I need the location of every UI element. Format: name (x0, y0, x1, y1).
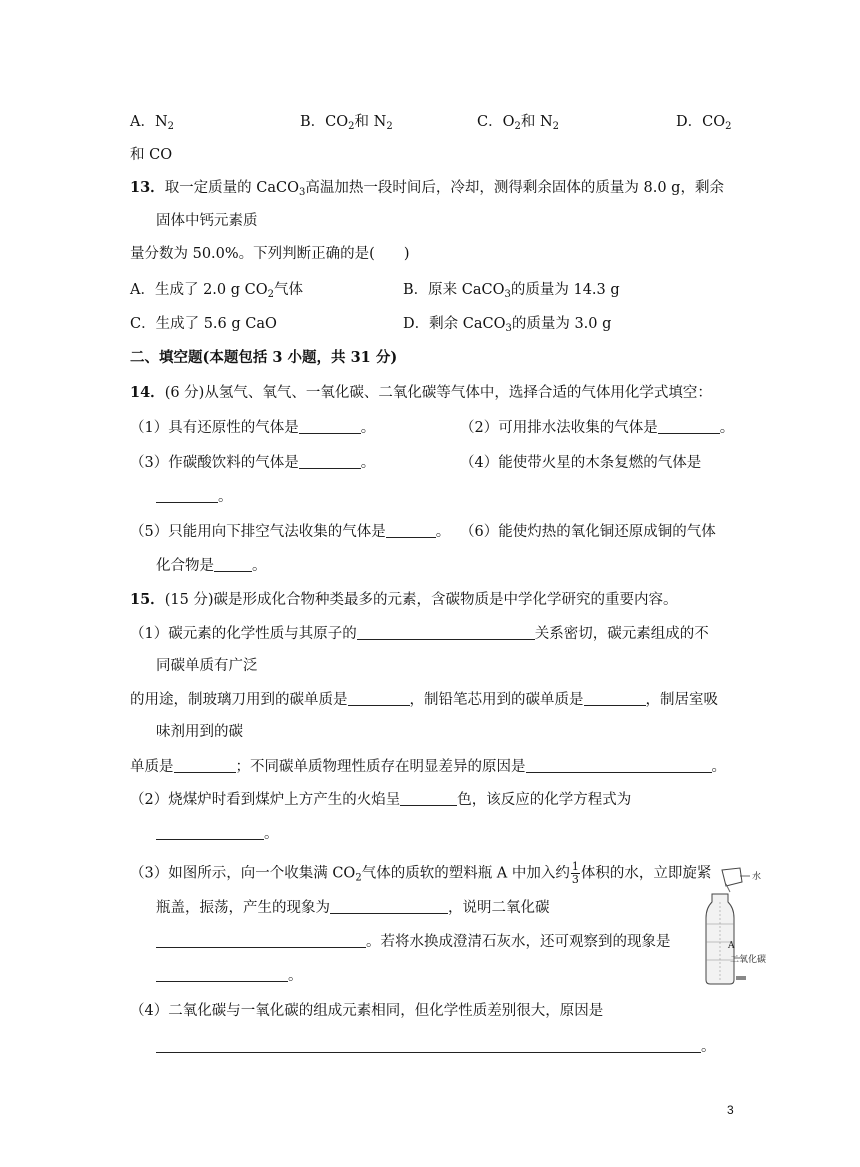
q14-stem: 14．(6 分)从氢气、氧气、一氧化碳、二氧化碳等气体中，选择合适的气体用化学式填空： (130, 384, 712, 401)
q14-part-6-cont: 化合物是 。 (156, 558, 267, 574)
q15-part-3-line2: 瓶盖，振荡，产生的现象为 ，说明二氧化碳 (156, 900, 550, 916)
q15-part-3-line4: 。 (156, 966, 303, 986)
q15-part-1-line3: 味剂用到的碳 (156, 724, 243, 740)
q14-part-4: （4）能使带火星的木条复燃的气体是 (460, 455, 702, 471)
q15-part-4-blank: 。 (156, 1037, 716, 1057)
q13-option-b: B．原来 CaCO$_3$的质量为 14.3 g (403, 282, 620, 300)
q14-part-6: （6）能使灼热的氧化铜还原成铜的气体 (460, 524, 716, 540)
q14-part-4-blank: 。 (156, 487, 233, 507)
q15-part-2: （2）烧煤炉时看到煤炉上方产生的火焰呈 色，该反应的化学方程式为 (130, 792, 632, 808)
one-third-fraction: $\frac{1}{3}$ (571, 860, 579, 886)
q13-stem: 13．取一定质量的 CaCO$_3$高温加热一段时间后，冷却，测得剩余固体的质量为 8.0 g，剩余 (130, 179, 724, 198)
label-water: 水 (752, 872, 762, 882)
q14-part-5: （5）只能用向下排空气法收集的气体是 。 (130, 524, 451, 540)
q12-option-d: D．$CO_2$ (676, 114, 732, 132)
label-co2: 二氧化碳 (730, 955, 767, 965)
q13-option-c: C．生成了 5.6 g CaO (130, 316, 277, 332)
q15-part-3-line3: 。若将水换成澄清石灰水，还可观察到的现象是 (156, 932, 671, 952)
q15-part-3: （3）如图所示，向一个收集满 $CO_2$气体的质软的塑料瓶 A 中加入约 $\frac{1}{3}$ 体积的水，立即旋紧 (130, 860, 712, 886)
q12-option-b: B．$CO_2$和 $N_2$ (300, 114, 393, 132)
q15-stem: 15．(15 分)碳是形成化合物种类最多的元素，含碳物质是中学化学研究的重要内容。 (130, 591, 678, 608)
q15-part-1: （1）碳元素的化学性质与其原子的 关系密切，碳元素组成的不 (130, 626, 709, 642)
q14-part-1: （1）具有还原性的气体是 。 (130, 420, 376, 436)
q15-part-4: （4）二氧化碳与一氧化碳的组成元素相同，但化学性质差别很大，原因是 (130, 1003, 604, 1019)
page-number: 3 (727, 1103, 734, 1117)
q13-option-a: A．生成了 2.0 g $CO_2$气体 (130, 282, 303, 300)
section-heading: 二、填空题(本题包括 3 小题，共 31 分) (130, 349, 398, 366)
q14-part-2: （2）可用排水法收集的气体是 。 (460, 420, 735, 436)
q14-part-3: （3）作碳酸饮料的气体是 。 (130, 455, 376, 471)
q12-option-c: C．$O_2$和 $N_2$ (477, 114, 560, 132)
q15-part-1-cont: 同碳单质有广泛 (156, 658, 258, 674)
q15-part-1-line4: 单质是 ；不同碳单质物理性质存在明显差异的原因是 。 (130, 759, 726, 775)
q13-stem-cont: 固体中钙元素质 (156, 213, 258, 229)
q15-part-1-line2: 的用途，制玻璃刀用到的碳单质是 ，制铅笔芯用到的碳单质是 ，制居室吸 (130, 692, 718, 708)
q15-part-2-blank: 。 (156, 824, 279, 844)
label-bottle-a: A (728, 941, 735, 951)
q13-option-d: D．剩余 CaCO$_3$的质量为 3.0 g (403, 316, 612, 334)
q12-option-d-cont: 和 CO (130, 147, 173, 163)
q12-option-a: A．$N_2$ (130, 114, 175, 132)
q13-stem-end: 量分数为 50.0%。下列判断正确的是( ) (130, 246, 410, 262)
bottle-figure (700, 862, 780, 992)
